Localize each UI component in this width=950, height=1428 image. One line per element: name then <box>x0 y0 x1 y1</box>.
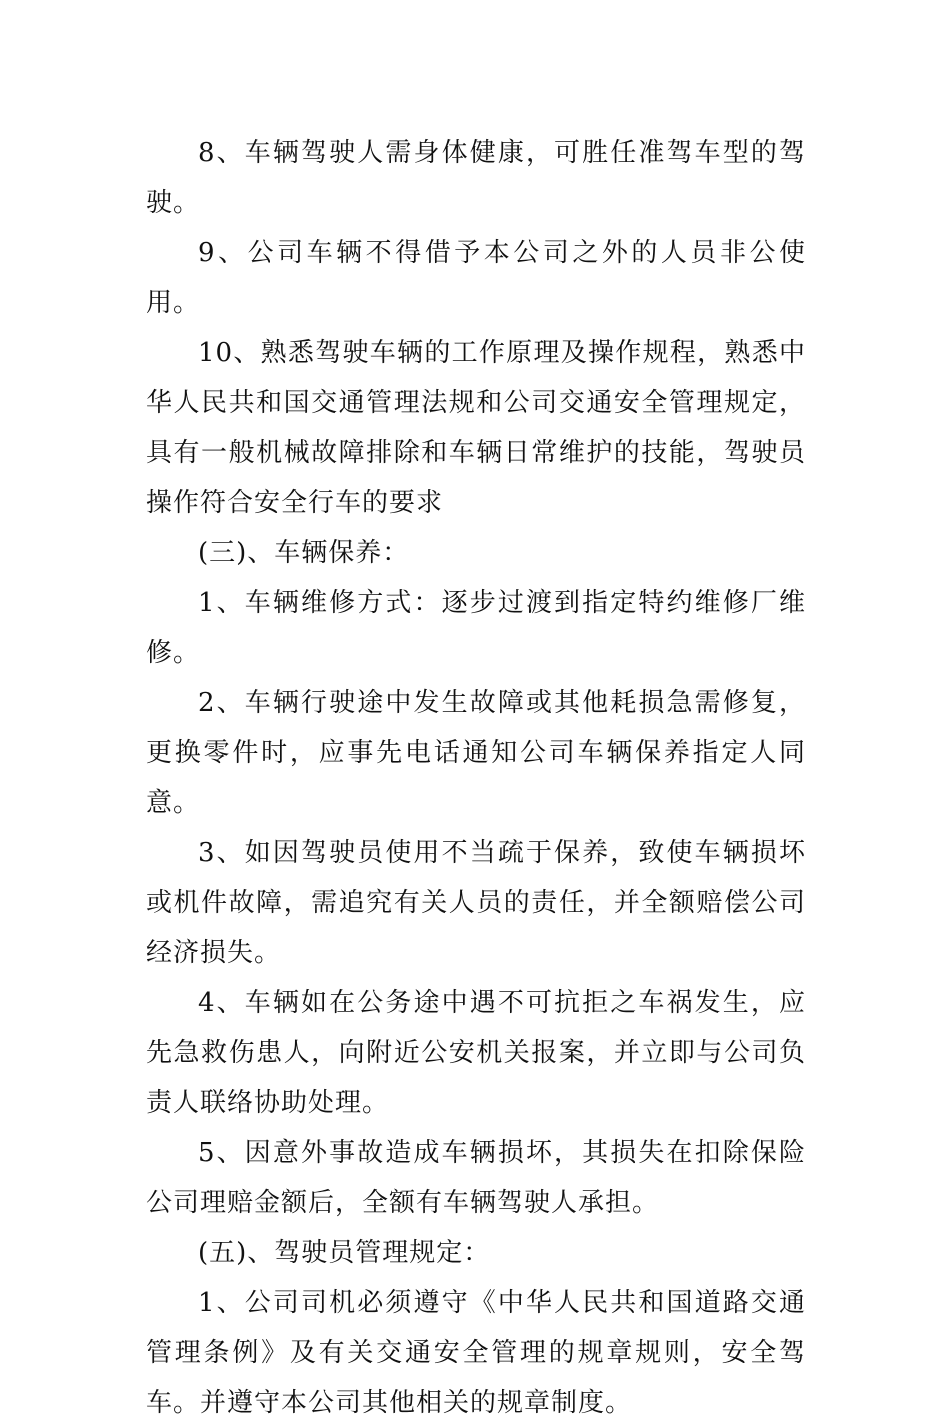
paragraph-item-8: 8、车辆驾驶人需身体健康，可胜任准驾车型的驾驶。 <box>146 138 806 218</box>
paragraph-item-9: 9、公司车辆不得借予本公司之外的人员非公使用。 <box>146 238 806 318</box>
paragraph-driver-rules-1: 1、公司司机必须遵守《中华人民共和国道路交通管理条例》及有关交通安全管理的规章规则，安全驾车。并遵守本公司其他相关的规章制度。 <box>146 1288 806 1418</box>
paragraph-item-10: 10、熟悉驾驶车辆的工作原理及操作规程，熟悉中华人民共和国交通管理法规和公司交通安全管理规定，具有一般机械故障排除和车辆日常维护的技能，驾驶员操作符合安全行车的要求 <box>146 338 806 518</box>
paragraph-maintenance-4: 4、车辆如在公务途中遇不可抗拒之车祸发生，应先急救伤患人，向附近公安机关报案，并立即与公司负责人联络协助处理。 <box>146 988 806 1118</box>
section-heading-driver-rules: (五)、驾驶员管理规定： <box>198 1238 491 1268</box>
paragraph-maintenance-2: 2、车辆行驶途中发生故障或其他耗损急需修复，更换零件时，应事先电话通知公司车辆保养指定人同意。 <box>146 688 806 818</box>
paragraph-maintenance-3: 3、如因驾驶员使用不当疏于保养，致使车辆损坏或机件故障，需追究有关人员的责任，并全额赔偿公司经济损失。 <box>146 838 806 968</box>
document-body <box>146 128 806 1428</box>
paragraph-maintenance-1: 1、车辆维修方式：逐步过渡到指定特约维修厂维修。 <box>146 588 806 668</box>
paragraph-maintenance-5: 5、因意外事故造成车辆损坏，其损失在扣除保险公司理赔金额后，全额有车辆驾驶人承担。 <box>146 1138 806 1218</box>
section-heading-maintenance: (三)、车辆保养： <box>198 538 410 568</box>
